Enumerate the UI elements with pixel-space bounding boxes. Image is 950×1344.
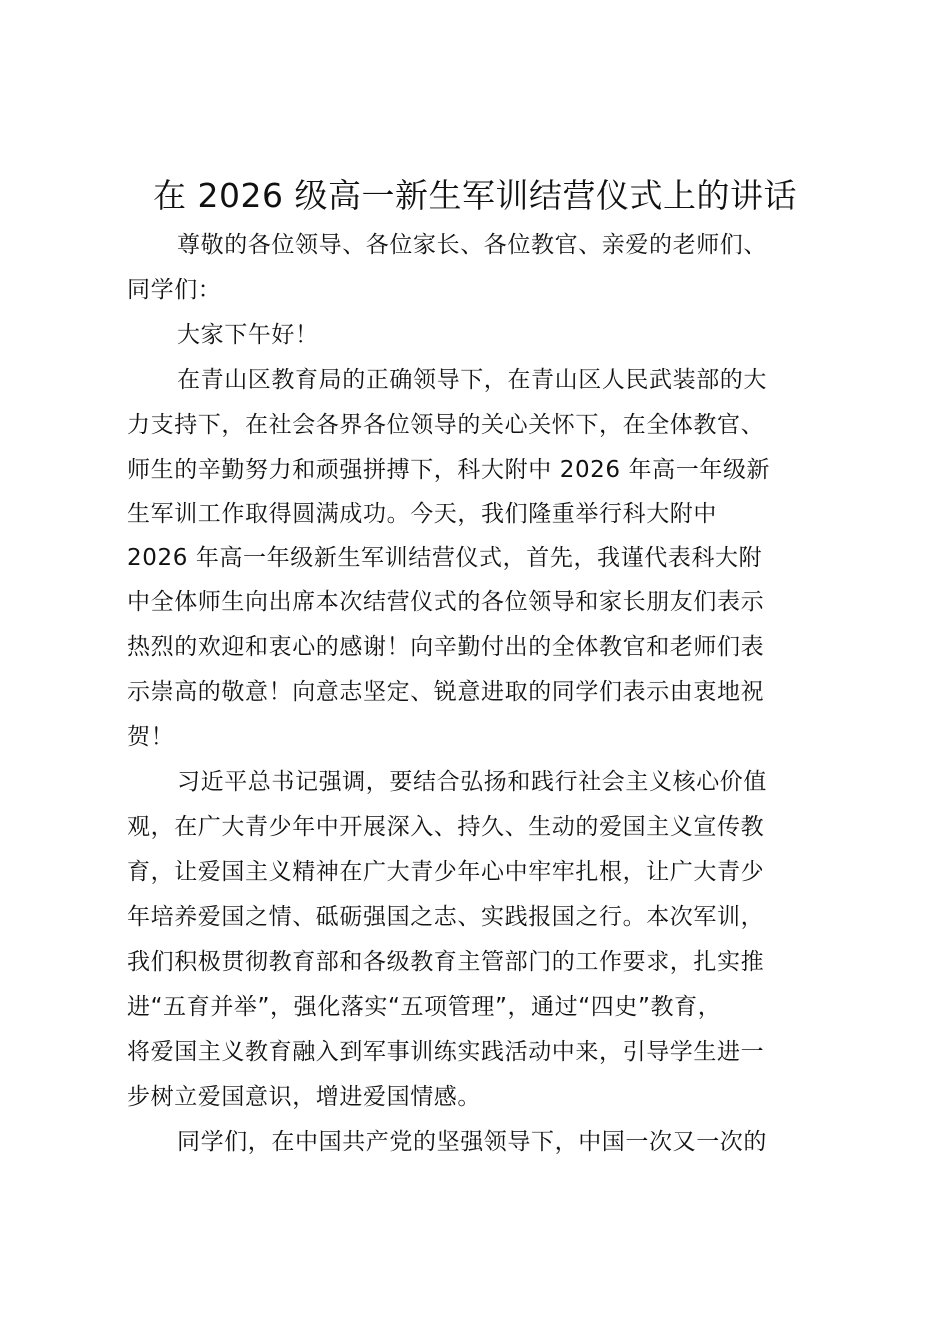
body-line-21: 同学们，在中国共产党的坚强领导下，中国一次又一次的 <box>177 1129 767 1155</box>
body-line-13: 习近平总书记强调，要结合弘扬和践行社会主义核心价值 <box>177 769 767 795</box>
body-line-4: 在青山区教育局的正确领导下，在青山区人民武装部的大 <box>177 367 767 393</box>
body-line-6: 师生的辛勤努力和顽强拼搏下，科大附中 2026 年高一年级新 <box>127 457 771 483</box>
body-line-8: 2026 年高一年级新生军训结营仪式，首先，我谨代表科大附 <box>127 545 763 571</box>
body-line-12: 贺！ <box>127 724 175 750</box>
speech-title: 在 2026 级高一新生军训结营仪式上的讲话 <box>153 176 797 215</box>
body-line-2: 同学们： <box>127 277 222 303</box>
body-line-20: 步树立爱国意识，增进爱国情感。 <box>127 1084 481 1110</box>
body-line-17: 我们积极贯彻教育部和各级教育主管部门的工作要求，扎实推 <box>127 949 765 975</box>
body-line-18: 进“五育并举”，强化落实“五项管理”，通过“四史”教育， <box>127 994 722 1020</box>
body-line-10: 热烈的欢迎和衷心的感谢！向辛勤付出的全体教官和老师们表 <box>127 634 765 660</box>
body-line-3: 大家下午好！ <box>177 322 319 348</box>
body-line-15: 育，让爱国主义精神在广大青少年心中牢牢扎根，让广大青少 <box>127 859 765 885</box>
body-line-5: 力支持下，在社会各界各位领导的关心关怀下，在全体教官、 <box>127 412 765 438</box>
body-line-19: 将爱国主义教育融入到军事训练实践活动中来，引导学生进一 <box>127 1039 765 1065</box>
body-line-1: 尊敬的各位领导、各位家长、各位教官、亲爱的老师们、 <box>177 232 767 258</box>
body-line-7: 生军训工作取得圆满成功。今天，我们隆重举行科大附中 <box>127 501 717 527</box>
body-line-9: 中全体师生向出席本次结营仪式的各位领导和家长朋友们表示 <box>127 589 765 615</box>
body-line-14: 观，在广大青少年中开展深入、持久、生动的爱国主义宣传教 <box>127 814 765 840</box>
body-line-16: 年培养爱国之情、砥砺强国之志、实践报国之行。本次军训， <box>127 904 765 930</box>
body-line-11: 示崇高的敬意！向意志坚定、锐意进取的同学们表示由衷地祝 <box>127 679 765 705</box>
